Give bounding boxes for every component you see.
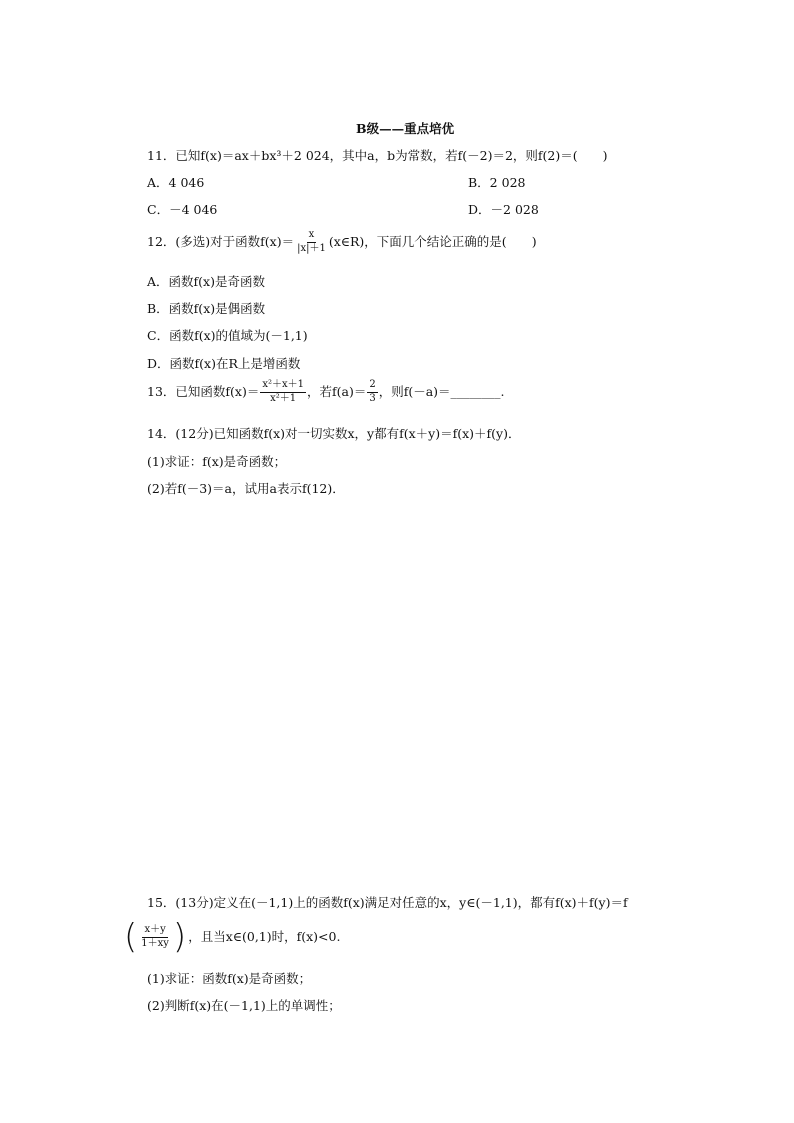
fraction-numerator: 2 [367,380,377,393]
question-11-option-c: C．－4 046 [147,202,218,217]
question-15-stem-after: ，且当x∈(0,1)时，f(x)<0. [188,928,341,944]
fraction-numerator: x²＋x＋1 [260,380,306,393]
question-15-part-1: (1)求证：函数f(x)是奇函数； [147,971,312,986]
question-12-stem-before: 12．(多选)对于函数f(x)＝ [147,233,295,249]
question-12-option-d: D．函数f(x)在R上是增函数 [147,356,301,371]
question-11-option-d: D．－2 028 [468,202,539,217]
question-12-stem [147,230,537,254]
question-12-fraction [295,230,328,254]
question-12-stem-after: (x∈R)，下面几个结论正确的是( ) [328,233,537,249]
question-15-part-2: (2)判断f(x)在(－1,1)上的单调性； [147,998,341,1013]
question-11-stem: 11．已知f(x)＝ax＋bx³＋2 024，其中a，b为常数，若f(－2)＝2，则f(2)＝( ) [147,148,608,163]
fraction-denominator: x²＋1 [270,392,297,404]
question-15-stem: 15．(13分)定义在(－1,1)上的函数f(x)满足对任意的x，y∈(－1,1)，都有f(x)＋f(y)＝f [147,895,628,910]
question-11-option-b: B．2 028 [468,175,526,190]
question-13-stem-before: 13．已知函数f(x)＝ [147,383,260,399]
question-12-option-a: A．函数f(x)是奇函数 [147,274,265,289]
question-13-stem-mid: ，若f(a)＝ [307,383,367,399]
fraction-numerator: x [307,230,317,243]
question-14-part-1: (1)求证：f(x)是奇函数； [147,454,287,469]
fraction-denominator: |x|＋1 [297,242,326,254]
question-13-stem [147,380,505,404]
question-13-stem-after: ，则f(－a)＝________. [378,383,505,399]
left-paren: ( [124,917,138,957]
question-11-option-a: A．4 046 [147,175,205,190]
question-14-part-2: (2)若f(－3)＝a，试用a表示f(12)． [147,481,345,496]
question-15-line-2 [124,917,341,957]
question-15-fraction [139,925,171,949]
fraction-denominator: 1＋xy [141,937,169,949]
section-title: B级——重点培优 [356,121,455,136]
question-13-fraction-1 [260,380,306,404]
question-12-option-c: C．函数f(x)的值域为(－1,1) [147,328,308,343]
right-paren: ) [172,917,187,957]
question-14-stem: 14．(12分)已知函数f(x)对一切实数x，y都有f(x＋y)＝f(x)＋f(y)． [147,426,521,441]
question-12-option-b: B．函数f(x)是偶函数 [147,301,266,316]
fraction-denominator: 3 [369,392,376,404]
fraction-numerator: x＋y [142,925,167,938]
question-13-fraction-2 [367,380,377,404]
